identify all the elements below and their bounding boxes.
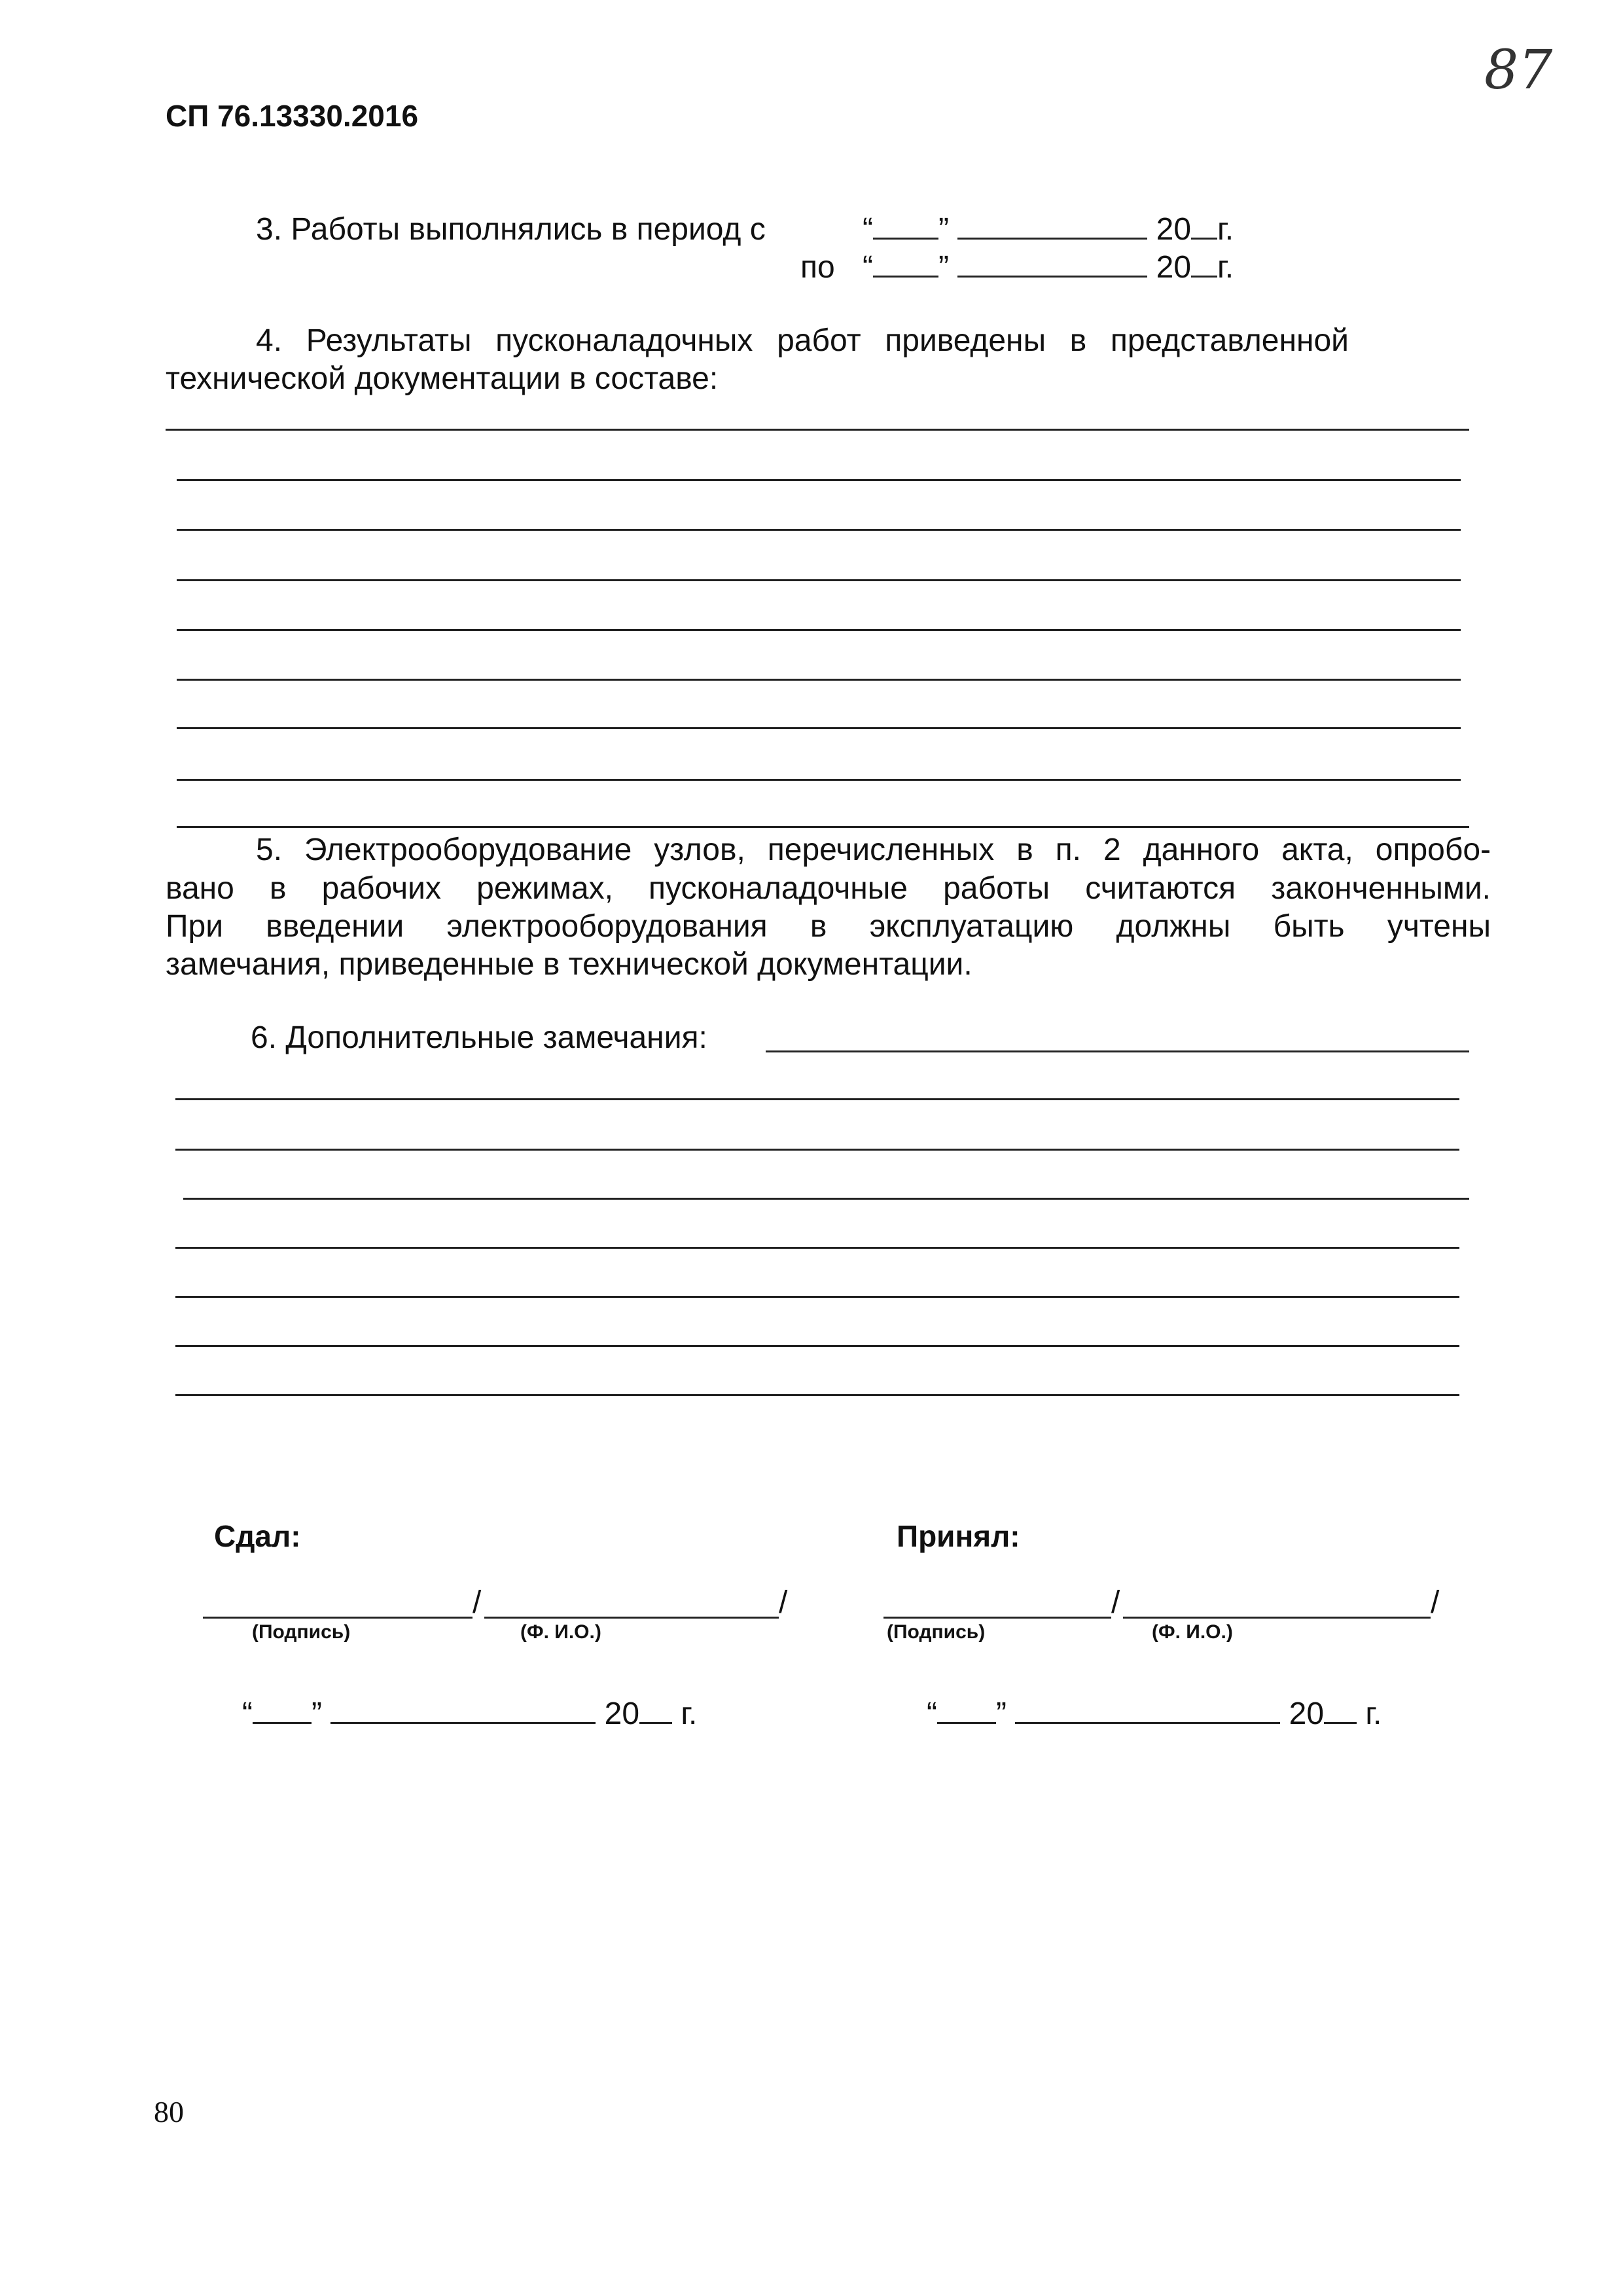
item5-line1: 5. Электрооборудование узлов, перечисленных в п. 2 данного акта, опробо- (256, 833, 1491, 867)
handwritten-page-number: 87 (1484, 39, 1553, 101)
item6-label: 6. Дополнительные замечания: (251, 1020, 707, 1055)
item4-line1: 4. Результаты пусконаладочных работ приведены в представленной (256, 323, 1349, 358)
slash-2: / (779, 1585, 788, 1620)
accepted-sign-label: (Подпись) (887, 1621, 986, 1643)
handed-over-name-label: (Ф. И.О.) (520, 1621, 601, 1643)
slash-4: / (1431, 1585, 1440, 1620)
item5-line2: вано в рабочих режимах, пусконаладочные работы считаются законченными. (166, 871, 1491, 906)
handed-over-name-line[interactable] (484, 1617, 779, 1619)
slash-1: / (473, 1585, 482, 1620)
composition-line-3[interactable] (177, 529, 1461, 531)
accepted-title: Принял: (897, 1519, 1020, 1553)
to-year-blank[interactable] (1191, 249, 1217, 278)
handed-over-day-blank[interactable] (253, 1696, 312, 1724)
item3-to-label: по (800, 250, 835, 285)
handed-over-month-blank[interactable] (330, 1696, 596, 1724)
item3-to-date: “ ” 20 г. (863, 250, 1234, 285)
from-day-blank[interactable] (873, 211, 938, 240)
remarks-line-0[interactable] (766, 1050, 1469, 1052)
from-month-blank[interactable] (957, 211, 1147, 240)
accepted-year-blank[interactable] (1324, 1696, 1357, 1724)
composition-line-6[interactable] (177, 679, 1461, 681)
remarks-line-1[interactable] (175, 1098, 1459, 1100)
document-code: СП 76.13330.2016 (166, 99, 419, 133)
remarks-line-2[interactable] (175, 1149, 1459, 1151)
accepted-name-line[interactable] (1123, 1617, 1431, 1619)
accepted-date: “ ” 20 г. (927, 1696, 1382, 1731)
composition-line-5[interactable] (177, 629, 1461, 631)
composition-line-4[interactable] (177, 579, 1461, 581)
remarks-line-3[interactable] (183, 1198, 1469, 1200)
handed-over-title: Сдал: (214, 1519, 301, 1553)
to-month-blank[interactable] (957, 249, 1147, 278)
remarks-line-7[interactable] (175, 1394, 1459, 1396)
item5-line4: замечания, приведенные в технической документации. (166, 947, 972, 982)
composition-line-7[interactable] (177, 727, 1461, 729)
handed-over-date: “ ” 20 г. (242, 1696, 698, 1731)
handed-over-sign-label: (Подпись) (252, 1621, 351, 1643)
accepted-signature-line[interactable] (883, 1617, 1111, 1619)
item4-line2: технической документации в составе: (166, 361, 719, 396)
item3-from-date: “ ” 20 г. (863, 212, 1234, 247)
item3-label: 3. Работы выполнялись в период с (256, 212, 766, 247)
to-day-blank[interactable] (873, 249, 938, 278)
accepted-month-blank[interactable] (1015, 1696, 1280, 1724)
composition-line-2[interactable] (177, 479, 1461, 481)
slash-3: / (1111, 1585, 1120, 1620)
from-year-blank[interactable] (1191, 211, 1217, 240)
item5-line3: При введении электрооборудования в эксплуатацию должны быть учтены (166, 909, 1491, 944)
accepted-name-label: (Ф. И.О.) (1152, 1621, 1233, 1643)
handed-over-signature-line[interactable] (203, 1617, 473, 1619)
accepted-day-blank[interactable] (937, 1696, 996, 1724)
remarks-line-4[interactable] (175, 1247, 1459, 1249)
remarks-line-6[interactable] (175, 1345, 1459, 1347)
composition-line-1[interactable] (166, 429, 1469, 431)
page-number: 80 (154, 2095, 184, 2128)
remarks-line-5[interactable] (175, 1296, 1459, 1298)
composition-line-8[interactable] (177, 779, 1461, 781)
handed-over-year-blank[interactable] (639, 1696, 672, 1724)
composition-line-9[interactable] (177, 826, 1469, 828)
